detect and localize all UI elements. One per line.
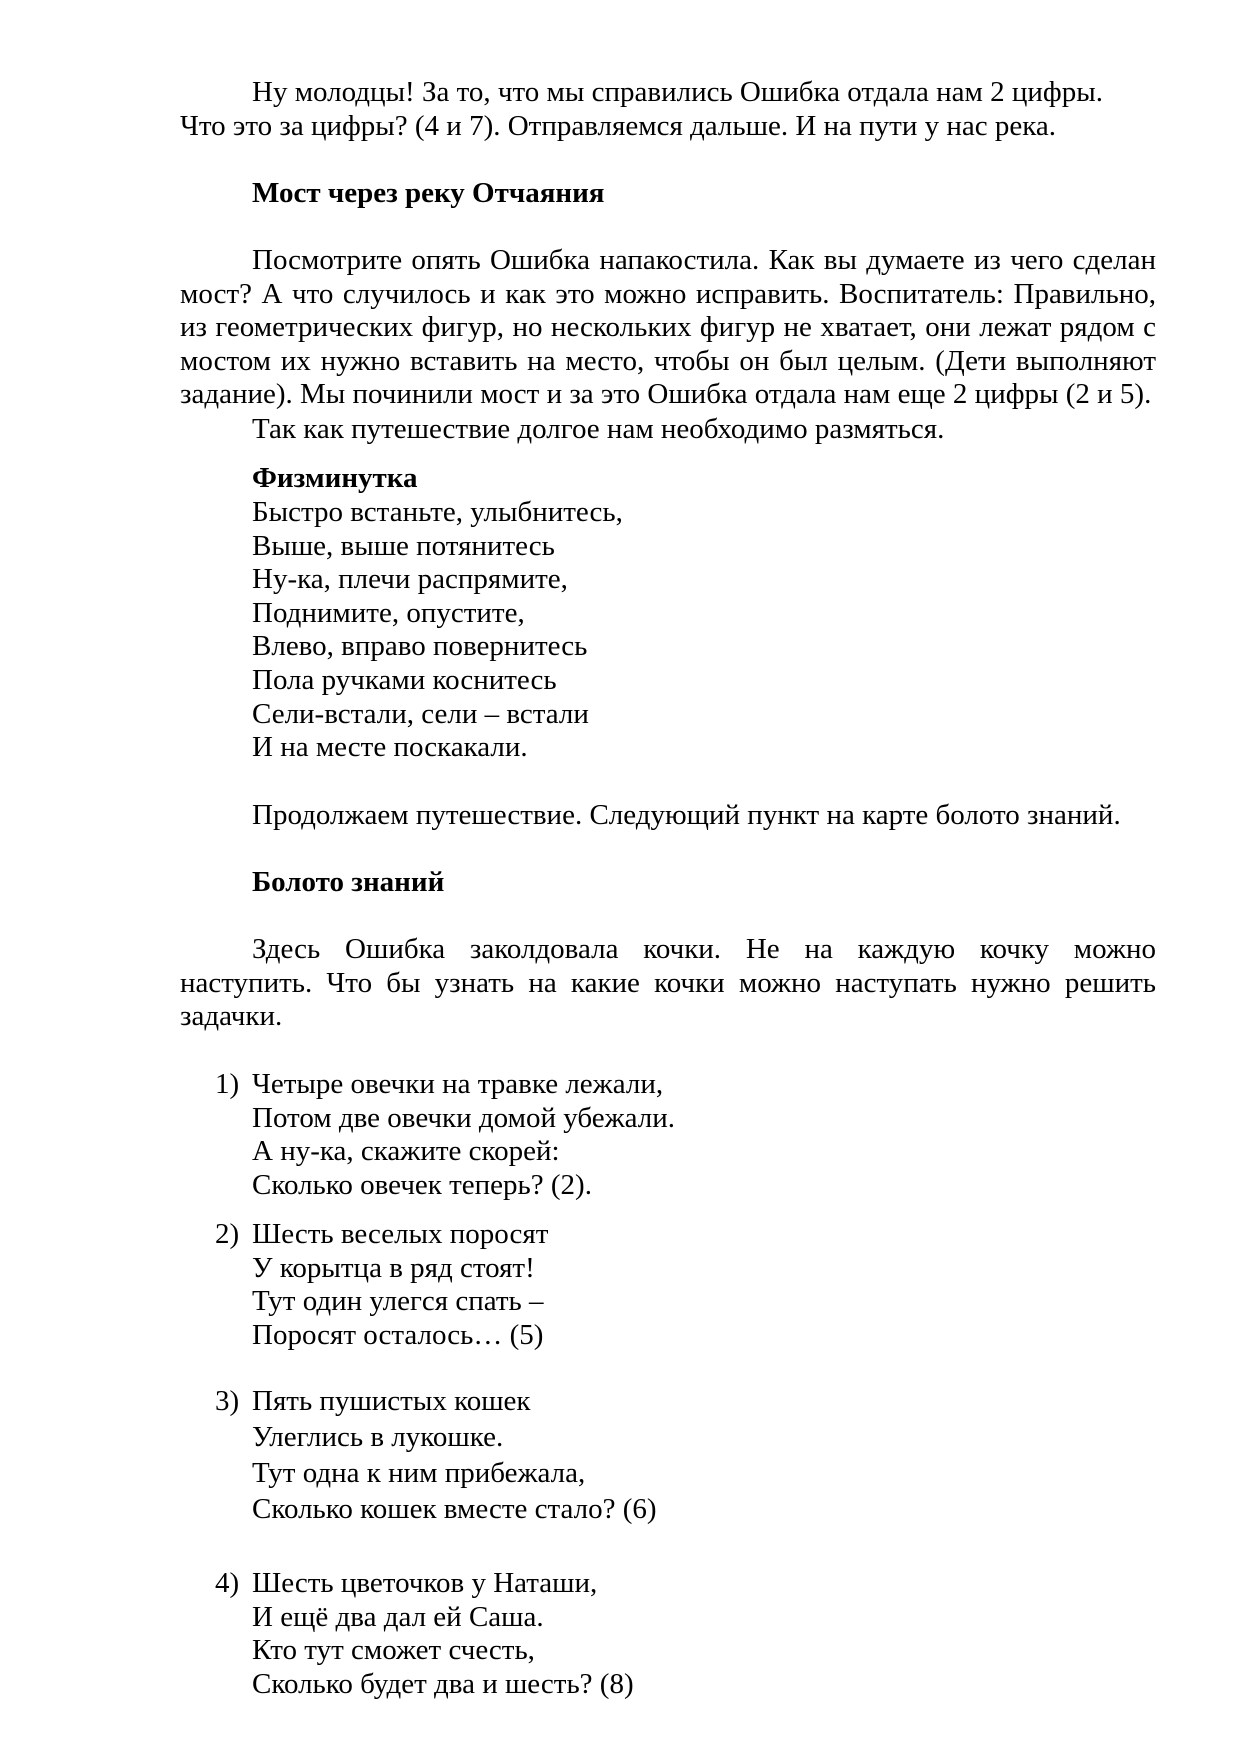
riddle-2 <box>180 1218 1156 1352</box>
poem-fizminutka <box>180 496 1228 765</box>
riddle-line: Шесть цветочков у Наташи, <box>252 1567 598 1599</box>
poem-line: Быстро встаньте, улыбнитесь, <box>252 496 623 528</box>
paragraph-bridge <box>180 244 1156 412</box>
list-number: 3) <box>215 1385 240 1417</box>
poem-line: Выше, выше потянитесь <box>252 529 555 562</box>
riddle-line: Пять пушистых кошек <box>252 1385 531 1417</box>
text-line: Здесь Ошибка заколдовала кочки. Не на каждую кочку можно <box>252 933 1156 965</box>
text-line: мост? А что случилось и как это можно исправить. Воспитатель: Правильно, <box>180 277 1156 310</box>
poem-line: И на месте поскакали. <box>252 731 528 764</box>
riddle-line: Сколько овечек теперь? (2). <box>252 1168 592 1201</box>
poem-line: Пола ручками коснитесь <box>252 663 557 696</box>
riddle-line: Улеглись в лукошке. <box>252 1421 504 1453</box>
poem-line: Влево, вправо повернитесь <box>252 630 588 663</box>
paragraph-intro <box>180 76 1156 143</box>
heading-swamp: Болото знаний <box>252 866 445 898</box>
paragraph-warmup-intro: Так как путешествие долгое нам необходимо размяться. <box>252 413 945 445</box>
text-line: Посмотрите опять Ошибка напакостила. Как вы думаете из чего сделан <box>252 244 1156 276</box>
heading-fizminutka: Физминутка <box>252 462 418 494</box>
riddle-1 <box>180 1068 1156 1202</box>
text-line: Что это за цифры? (4 и 7). Отправляемся дальше. И на пути у нас река. <box>180 109 1057 142</box>
riddle-line: Сколько будет два и шесть? (8) <box>252 1667 634 1700</box>
text-line: Ну молодцы! За то, что мы справились Ошибка отдала нам 2 цифры. <box>252 76 1103 108</box>
riddle-line: А ну-ка, скажите скорей: <box>252 1135 560 1168</box>
text-line: наступить. Что бы узнать на какие кочки можно наступать нужно решить <box>180 966 1156 999</box>
riddle-line: Четыре овечки на травке лежали, <box>252 1068 664 1100</box>
list-number: 4) <box>215 1567 240 1599</box>
paragraph-continue: Продолжаем путешествие. Следующий пункт на карте болото знаний. <box>252 799 1121 831</box>
paragraph-swamp <box>180 933 1156 1034</box>
riddle-line: Тут один улегся спать – <box>252 1285 544 1318</box>
text-line: задачки. <box>180 1000 283 1033</box>
riddle-line: Тут одна к ним прибежала, <box>252 1457 586 1489</box>
riddle-line: Кто тут сможет счесть, <box>252 1634 535 1667</box>
riddle-line: Потом две овечки домой убежали. <box>252 1101 676 1134</box>
poem-line: Сели-встали, сели – встали <box>252 697 589 730</box>
text-line: мостом их нужно вставить на место, чтобы он был целым. (Дети выполняют <box>180 344 1156 377</box>
text-line: задание). Мы починили мост и за это Ошибка отдала нам еще 2 цифры (2 и 5). <box>180 378 1152 411</box>
riddle-3 <box>180 1383 1156 1527</box>
list-number: 2) <box>215 1218 240 1250</box>
heading-bridge: Мост через реку Отчаяния <box>252 177 605 209</box>
text-line: из геометрических фигур, но нескольких фигур не хватает, они лежат рядом с <box>180 311 1156 344</box>
riddle-line: У корытца в ряд стоят! <box>252 1251 535 1284</box>
poem-line: Ну-ка, плечи распрямите, <box>252 563 568 596</box>
poem-line: Поднимите, опустите, <box>252 596 525 629</box>
list-number: 1) <box>215 1068 240 1100</box>
riddle-line: Поросят осталось… (5) <box>252 1318 544 1351</box>
riddle-line: И ещё два дал ей Саша. <box>252 1600 544 1633</box>
riddle-4 <box>180 1567 1156 1701</box>
riddle-line: Шесть веселых поросят <box>252 1218 549 1250</box>
riddle-line: Сколько кошек вместе стало? (6) <box>252 1493 657 1525</box>
